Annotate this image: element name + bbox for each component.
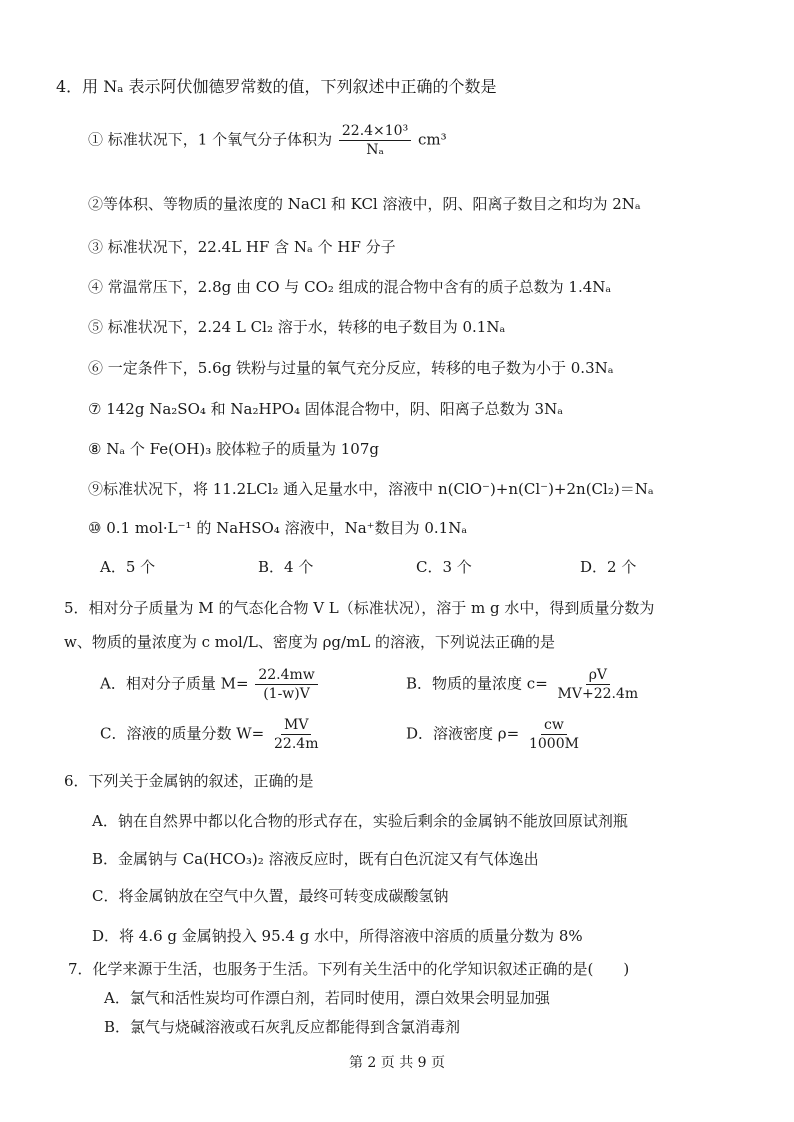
q6-option-a: A．钠在自然界中都以化合物的形式存在，实验后剩余的金属钠不能放回原试剂瓶 <box>92 812 628 830</box>
fraction-denominator: 22.4m <box>274 736 319 752</box>
fraction-denominator: MV+22.4m <box>557 686 639 702</box>
q4-item-9: ⑨标准状况下，将 11.2LCl₂ 通入足量水中，溶液中 n(ClO⁻)+n(Cl⁻)+2n(Cl₂)＝Nₐ <box>88 480 654 498</box>
fraction-numerator: MV <box>281 716 311 735</box>
q5-stem-line-2: w、物质的量浓度为 c mol/L、密度为 ρg/mL 的溶液，下列说法正确的是 <box>64 633 556 651</box>
q5-option-d-fraction <box>526 716 582 753</box>
q5-option-d-label: D．溶液密度 ρ= <box>406 724 520 743</box>
q6-option-b: B．金属钠与 Ca(HCO₃)₂ 溶液反应时，既有白色沉淀又有气体逸出 <box>92 850 539 868</box>
q5-option-d <box>406 716 584 753</box>
q5-option-c-label: C．溶液的质量分数 W= <box>100 724 265 743</box>
q4-item-1-fraction <box>339 122 411 159</box>
fraction-numerator: 22.4mw <box>255 666 317 685</box>
fraction-denominator: 1000M <box>528 736 579 752</box>
q5-stem-line-1: 5．相对分子质量为 M 的气态化合物 V L（标准状况），溶于 m g 水中，得到质量分数为 <box>64 599 655 617</box>
q7-stem: 7．化学来源于生活，也服务于生活。下列有关生活中的化学知识叙述正确的是( ) <box>68 960 630 978</box>
q4-item-4: ④ 常温常压下，2.8g 由 CO 与 CO₂ 组成的混合物中含有的质子总数为 1.4Nₐ <box>88 278 612 296</box>
q5-option-c <box>100 716 323 753</box>
q4-option-a: A．5 个 <box>100 558 156 576</box>
q4-item-3: ③ 标准状况下，22.4L HF 含 Nₐ 个 HF 分子 <box>88 238 396 256</box>
q6-stem: 6．下列关于金属钠的叙述，正确的是 <box>64 772 314 790</box>
q4-item-1 <box>88 122 447 159</box>
q4-item-10: ⑩ 0.1 mol·L⁻¹ 的 NaHSO₄ 溶液中，Na⁺数目为 0.1Nₐ <box>88 519 468 537</box>
q4-item-1-unit: cm³ <box>418 130 447 149</box>
fraction-numerator: 22.4×10³ <box>339 122 411 141</box>
q7-option-b: B．氯气与烧碱溶液或石灰乳反应都能得到含氯消毒剂 <box>104 1018 461 1036</box>
q4-item-2: ②等体积、等物质的量浓度的 NaCl 和 KCl 溶液中，阴、阳离子数目之和均为 2Nₐ <box>88 195 641 213</box>
q5-option-c-fraction <box>271 716 321 753</box>
q4-stem: 4．用 Nₐ 表示阿伏伽德罗常数的值，下列叙述中正确的个数是 <box>56 77 497 96</box>
q6-option-c: C．将金属钠放在空气中久置，最终可转变成碳酸氢钠 <box>92 887 449 905</box>
q4-option-d: D．2 个 <box>580 558 637 576</box>
q7-option-a: A．氯气和活性炭均可作漂白剂，若同时使用，漂白效果会明显加强 <box>104 989 550 1007</box>
q4-item-8: ⑧ Nₐ 个 Fe(OH)₃ 胶体粒子的质量为 107g <box>88 440 379 458</box>
q5-option-b-fraction <box>555 666 642 703</box>
q6-option-d: D．将 4.6 g 金属钠投入 95.4 g 水中，所得溶液中溶质的质量分数为 8% <box>92 927 583 945</box>
q4-option-c: C．3 个 <box>416 558 472 576</box>
q5-option-a-label: A．相对分子质量 M= <box>100 674 249 693</box>
q4-item-1-text: ① 标准状况下，1 个氧气分子体积为 <box>88 130 333 149</box>
fraction-numerator: cw <box>541 716 567 735</box>
page-number-footer: 第 2 页 共 9 页 <box>348 1055 446 1071</box>
q4-item-6: ⑥ 一定条件下，5.6g 铁粉与过量的氧气充分反应，转移的电子数为小于 0.3Nₐ <box>88 359 614 377</box>
fraction-numerator: ρV <box>586 666 610 685</box>
fraction-denominator: (1-w)V <box>263 686 310 702</box>
fraction-denominator: Nₐ <box>366 142 384 158</box>
q4-item-7: ⑦ 142g Na₂SO₄ 和 Na₂HPO₄ 固体混合物中，阴、阳离子总数为 3Nₐ <box>88 400 563 418</box>
q4-item-5: ⑤ 标准状况下，2.24 L Cl₂ 溶于水，转移的电子数目为 0.1Nₐ <box>88 318 506 336</box>
q4-option-b: B．4 个 <box>258 558 314 576</box>
q5-option-b <box>406 666 643 703</box>
q5-option-a-fraction <box>255 666 317 703</box>
q5-option-a <box>100 666 320 703</box>
q5-option-b-label: B．物质的量浓度 c= <box>406 674 548 693</box>
